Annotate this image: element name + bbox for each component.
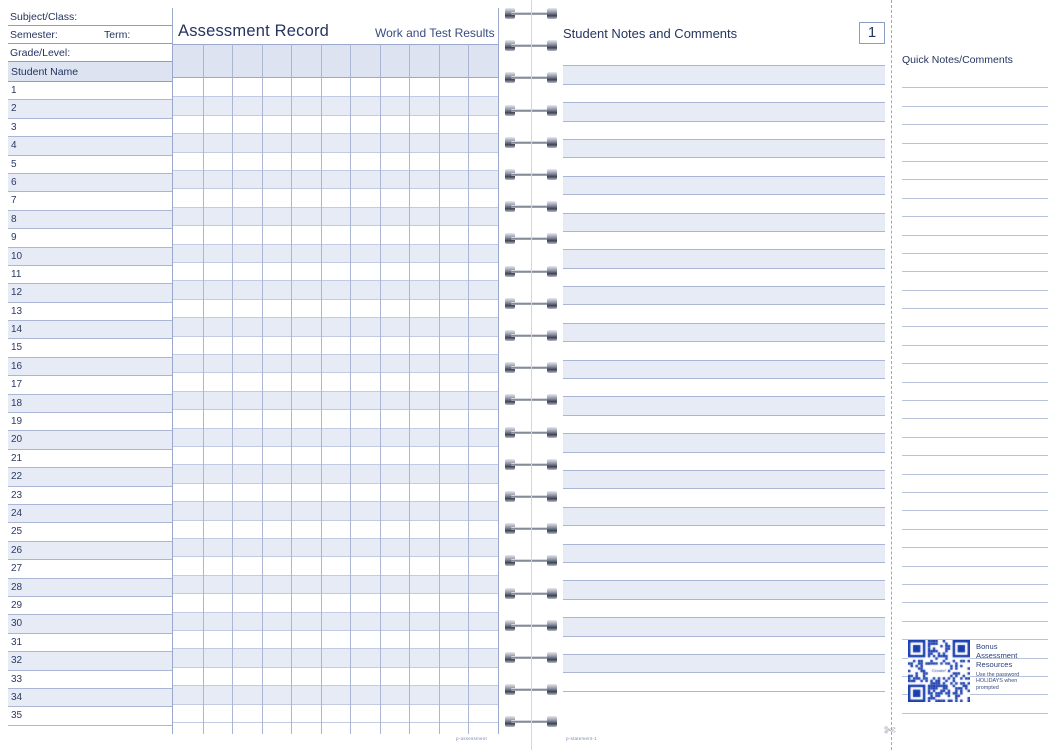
- perforation-line: [891, 0, 893, 750]
- note-row[interactable]: [563, 305, 885, 323]
- note-row[interactable]: [563, 232, 885, 250]
- student-row[interactable]: [8, 560, 172, 578]
- note-row[interactable]: [563, 489, 885, 507]
- student-name-rows: [8, 82, 172, 726]
- student-row-number: 1: [11, 85, 17, 96]
- grid-column-line: [291, 44, 292, 734]
- note-row[interactable]: [563, 526, 885, 544]
- student-row[interactable]: [8, 579, 172, 597]
- student-row-number: 28: [11, 581, 23, 593]
- student-row[interactable]: [8, 597, 172, 615]
- student-name-column: [8, 8, 172, 734]
- quick-note-line[interactable]: [902, 475, 1048, 493]
- student-row-number: 17: [11, 379, 23, 391]
- promo-line-2: Assessment: [976, 651, 1018, 660]
- note-row[interactable]: [563, 545, 885, 563]
- student-row[interactable]: [8, 211, 172, 229]
- student-row[interactable]: [8, 542, 172, 560]
- student-row[interactable]: [8, 174, 172, 192]
- quick-note-line[interactable]: [902, 567, 1048, 585]
- student-row-number: 27: [11, 563, 23, 575]
- student-row-number: 18: [11, 397, 23, 409]
- student-row-number: 3: [11, 121, 17, 133]
- quick-note-line[interactable]: [902, 272, 1048, 290]
- student-notes-column: [563, 8, 885, 734]
- field-semester-term[interactable]: [8, 26, 172, 44]
- note-row[interactable]: [563, 673, 885, 691]
- student-row-number: 6: [11, 176, 17, 188]
- page-fold-line: [531, 0, 532, 750]
- quick-notes-column: [900, 8, 1052, 734]
- student-row-number: 21: [11, 452, 23, 464]
- note-row[interactable]: [563, 66, 885, 84]
- notes-rows[interactable]: [563, 48, 885, 692]
- quick-note-line[interactable]: [902, 144, 1048, 162]
- field-subject-class-label: Subject/Class:: [10, 11, 78, 23]
- student-row-number: 33: [11, 673, 23, 685]
- quick-notes-title: Quick Notes/Comments: [902, 54, 1013, 66]
- field-grade-level[interactable]: [8, 44, 172, 62]
- note-row[interactable]: [563, 434, 885, 452]
- note-row[interactable]: [563, 195, 885, 213]
- grid-column-lines: [173, 8, 498, 734]
- quick-note-line[interactable]: [902, 162, 1048, 180]
- student-row[interactable]: [8, 450, 172, 468]
- note-row[interactable]: [563, 250, 885, 268]
- quick-note-line[interactable]: [902, 548, 1048, 566]
- student-row-number: 35: [11, 710, 23, 722]
- student-row[interactable]: [8, 431, 172, 449]
- note-row[interactable]: [563, 158, 885, 176]
- quick-note-line[interactable]: [902, 125, 1048, 143]
- student-row[interactable]: [8, 615, 172, 633]
- student-row-number: 13: [11, 305, 23, 317]
- student-row[interactable]: [8, 487, 172, 505]
- note-row[interactable]: [563, 85, 885, 103]
- student-row-number: 10: [11, 250, 23, 262]
- grid-column-line: [321, 44, 322, 734]
- student-row[interactable]: [8, 82, 172, 100]
- note-row[interactable]: [563, 379, 885, 397]
- grid-column-line: [232, 44, 233, 734]
- student-row[interactable]: [8, 137, 172, 155]
- student-row-number: 7: [11, 195, 17, 207]
- student-row-number: 12: [11, 287, 23, 299]
- note-row[interactable]: [563, 342, 885, 360]
- field-term-label: Term:: [104, 29, 131, 41]
- quick-note-line[interactable]: [902, 70, 1048, 88]
- note-row[interactable]: [563, 269, 885, 287]
- quick-note-line[interactable]: [902, 254, 1048, 272]
- note-row[interactable]: [563, 637, 885, 655]
- student-row-number: 31: [11, 636, 23, 648]
- quick-note-line[interactable]: [902, 236, 1048, 254]
- quick-note-line[interactable]: [902, 291, 1048, 309]
- student-row[interactable]: [8, 395, 172, 413]
- note-row[interactable]: [563, 471, 885, 489]
- student-row[interactable]: [8, 229, 172, 247]
- student-row[interactable]: [8, 523, 172, 541]
- student-row[interactable]: [8, 303, 172, 321]
- student-row-number: 34: [11, 691, 23, 703]
- student-row-number: 14: [11, 324, 23, 336]
- student-row[interactable]: [8, 156, 172, 174]
- student-row-number: 19: [11, 416, 23, 428]
- student-row[interactable]: [8, 358, 172, 376]
- promo-line-3: Resources: [976, 660, 1013, 669]
- student-row[interactable]: [8, 468, 172, 486]
- student-row-number: 9: [11, 232, 17, 244]
- student-row-number: 26: [11, 544, 23, 556]
- quick-note-line[interactable]: [902, 493, 1048, 511]
- quick-note-line[interactable]: [902, 364, 1048, 382]
- quick-note-line[interactable]: [902, 327, 1048, 345]
- student-row[interactable]: [8, 284, 172, 302]
- bonus-resources-promo: [908, 640, 1048, 720]
- note-row[interactable]: [563, 618, 885, 636]
- grid-column-line: [409, 44, 410, 734]
- student-row-number: 11: [11, 268, 22, 280]
- student-row[interactable]: [8, 634, 172, 652]
- student-row[interactable]: [8, 413, 172, 431]
- note-row[interactable]: [563, 140, 885, 158]
- student-row-number: 15: [11, 342, 23, 354]
- note-row[interactable]: [563, 287, 885, 305]
- note-row[interactable]: [563, 48, 885, 66]
- note-row[interactable]: [563, 397, 885, 415]
- footer-code-right: p-statement-1: [566, 736, 597, 741]
- quick-note-line[interactable]: [902, 88, 1048, 106]
- footer-code-left: p-assessment: [456, 736, 487, 741]
- student-row[interactable]: [8, 671, 172, 689]
- note-row[interactable]: [563, 655, 885, 673]
- promo-line-6: prompted: [976, 684, 999, 691]
- grid-column-line: [262, 44, 263, 734]
- student-row-number: 30: [11, 618, 23, 630]
- student-row[interactable]: [8, 505, 172, 523]
- notes-title: Student Notes and Comments: [563, 26, 738, 41]
- field-subject-class[interactable]: [8, 8, 172, 26]
- scissors-icon: ✄: [884, 722, 896, 738]
- grid-column-line: [439, 44, 440, 734]
- grid-column-line: [350, 44, 351, 734]
- quick-note-line[interactable]: [902, 107, 1048, 125]
- note-row[interactable]: [563, 361, 885, 379]
- promo-text: [976, 642, 1048, 691]
- student-row[interactable]: [8, 339, 172, 357]
- note-row[interactable]: [563, 177, 885, 195]
- student-row[interactable]: [8, 376, 172, 394]
- student-row[interactable]: [8, 100, 172, 118]
- student-row[interactable]: [8, 689, 172, 707]
- qr-code-icon[interactable]: [908, 640, 970, 702]
- student-row-number: 16: [11, 360, 23, 372]
- field-semester-label: Semester:: [10, 29, 58, 41]
- quick-note-line[interactable]: [902, 199, 1048, 217]
- grid-column-line: [203, 44, 204, 734]
- note-row[interactable]: [563, 600, 885, 618]
- quick-note-line[interactable]: [902, 622, 1048, 640]
- quick-note-line[interactable]: [902, 438, 1048, 456]
- student-row[interactable]: [8, 652, 172, 670]
- student-row[interactable]: [8, 266, 172, 284]
- student-row[interactable]: [8, 192, 172, 210]
- quick-note-line[interactable]: [902, 419, 1048, 437]
- quick-note-line[interactable]: [902, 401, 1048, 419]
- student-row-number: 29: [11, 599, 23, 611]
- quick-note-line[interactable]: [902, 217, 1048, 235]
- student-row-number: 5: [11, 158, 17, 170]
- student-row[interactable]: [8, 707, 172, 725]
- note-row[interactable]: [563, 453, 885, 471]
- student-row[interactable]: [8, 119, 172, 137]
- quick-note-line[interactable]: [902, 603, 1048, 621]
- page-number: 1: [859, 22, 885, 44]
- quick-note-line[interactable]: [902, 530, 1048, 548]
- quick-note-line[interactable]: [902, 585, 1048, 603]
- promo-line-4: Use the password: [976, 672, 1020, 678]
- quick-note-line[interactable]: [902, 180, 1048, 198]
- student-row-number: 32: [11, 655, 23, 667]
- field-grade-level-label: Grade/Level:: [10, 47, 71, 59]
- student-row-number: 23: [11, 489, 23, 501]
- quick-note-line[interactable]: [902, 456, 1048, 474]
- student-row[interactable]: [8, 321, 172, 339]
- student-row-number: 25: [11, 526, 23, 538]
- page-title: Assessment Record: [178, 22, 330, 40]
- note-row[interactable]: [563, 324, 885, 342]
- grid-subtitle: Work and Test Results: [375, 26, 495, 40]
- note-row[interactable]: [563, 416, 885, 434]
- note-row[interactable]: [563, 508, 885, 526]
- quick-notes-lines[interactable]: [902, 70, 1048, 714]
- quick-note-line[interactable]: [902, 346, 1048, 364]
- student-name-header: Student Name: [8, 62, 172, 82]
- note-row[interactable]: [563, 581, 885, 599]
- note-row[interactable]: [563, 563, 885, 581]
- note-row[interactable]: [563, 214, 885, 232]
- student-row-number: 22: [11, 471, 23, 483]
- quick-note-line[interactable]: [902, 383, 1048, 401]
- promo-line-5: HOLIDAYS when: [976, 678, 1018, 685]
- grid-column-line: [468, 44, 469, 734]
- student-row-number: 20: [11, 434, 23, 446]
- student-row[interactable]: [8, 248, 172, 266]
- student-row-number: 24: [11, 507, 23, 519]
- quick-note-line[interactable]: [902, 511, 1048, 529]
- quick-note-line[interactable]: [902, 309, 1048, 327]
- work-and-test-results-grid[interactable]: [172, 8, 499, 734]
- student-row-number: 4: [11, 140, 17, 152]
- student-row-number: 2: [11, 103, 17, 115]
- note-row[interactable]: [563, 103, 885, 121]
- grid-column-line: [380, 44, 381, 734]
- note-row[interactable]: [563, 122, 885, 140]
- promo-line-1: Bonus: [976, 642, 998, 651]
- student-row-number: 8: [11, 213, 17, 225]
